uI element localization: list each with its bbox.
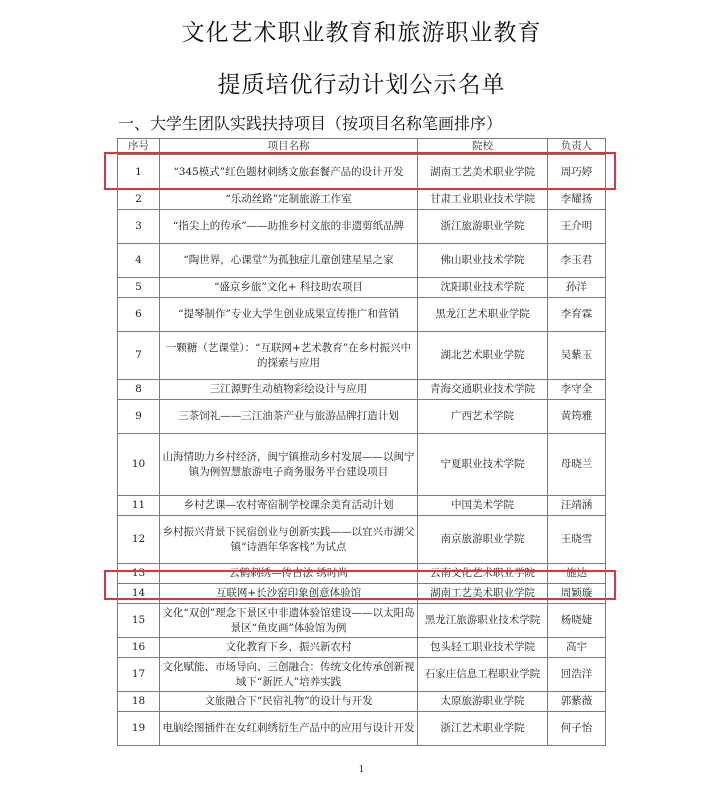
cell-leader: 郭紫薇 <box>548 692 606 712</box>
cell-school: 中国美术学院 <box>418 496 548 516</box>
cell-project-name: 文旅融合下“民宿礼物”的设计与开发 <box>160 692 418 712</box>
cell-project-name: 文化赋能、市场导向、三创融合：传统文化传承创新视域下“新匠人”培养实践 <box>160 658 418 692</box>
cell-leader: 王晓雪 <box>548 516 606 564</box>
cell-index: 16 <box>118 638 160 658</box>
cell-school: 佛山职业技术学院 <box>418 244 548 278</box>
cell-index: 19 <box>118 712 160 746</box>
column-header-index: 序号 <box>118 139 160 155</box>
cell-index: 2 <box>118 190 160 210</box>
cell-index: 12 <box>118 516 160 564</box>
cell-project-name: 文化“双创”理念下景区中非遗体验馆建设——以太阳岛景区“鱼皮画”体验馆为例 <box>160 604 418 638</box>
table-row <box>118 244 606 278</box>
table-row <box>118 210 606 244</box>
cell-index: 3 <box>118 210 160 244</box>
table-row <box>118 332 606 380</box>
cell-project-name: 乡村艺课—农村寄宿制学校课余美育活动计划 <box>160 496 418 516</box>
section-heading: 一、大学生团队实践扶持项目（按项目名称笔画排序） <box>118 114 503 133</box>
table-row <box>118 380 606 400</box>
cell-project-name: 山海情助力乡村经济，闽宁镇推动乡村发展——以闽宁镇为例智慧旅游电子商务服务平台建设项目 <box>160 434 418 496</box>
column-header-school: 院校 <box>418 139 548 155</box>
cell-leader: 李育霖 <box>548 298 606 332</box>
cell-project-name: “345模式”红色题材刺绣文旅套餐产品的设计开发 <box>160 155 418 190</box>
table-row <box>118 434 606 496</box>
cell-school: 太原旅游职业学院 <box>418 692 548 712</box>
cell-school: 云南文化艺术职业学院 <box>418 564 548 584</box>
table-row <box>118 692 606 712</box>
cell-leader: 吴紫玉 <box>548 332 606 380</box>
cell-school: 包头轻工职业技术学院 <box>418 638 548 658</box>
table-row <box>118 584 606 604</box>
column-header-project: 项目名称 <box>160 139 418 155</box>
cell-project-name: 云鹤刺绣—传古法 绣时尚 <box>160 564 418 584</box>
table-row <box>118 298 606 332</box>
cell-leader: 李玉君 <box>548 244 606 278</box>
cell-index: 10 <box>118 434 160 496</box>
cell-school: 湖南工艺美术职业学院 <box>418 155 548 190</box>
cell-index: 15 <box>118 604 160 638</box>
cell-school: 广西艺术学院 <box>418 400 548 434</box>
table-row <box>118 190 606 210</box>
cell-index: 9 <box>118 400 160 434</box>
cell-leader: 杨晓婕 <box>548 604 606 638</box>
cell-index: 13 <box>118 564 160 584</box>
cell-index: 18 <box>118 692 160 712</box>
table-row <box>118 400 606 434</box>
cell-school: 湖南工艺美术职业学院 <box>418 584 548 604</box>
table-row <box>118 496 606 516</box>
table-row <box>118 516 606 564</box>
cell-project-name: “乐动丝路”定制旅游工作室 <box>160 190 418 210</box>
table-row <box>118 155 606 190</box>
cell-index: 11 <box>118 496 160 516</box>
cell-school: 石家庄信息工程职业学院 <box>418 658 548 692</box>
cell-leader: 周颖璇 <box>548 584 606 604</box>
cell-project-name: 电脑绘图插件在女红刺绣衍生产品中的应用与设计开发 <box>160 712 418 746</box>
cell-project-name: 互联网+长沙窑印象创意体验馆 <box>160 584 418 604</box>
cell-project-name: 一颗糖（艺课堂）：“互联网+艺术教育”在乡村振兴中的探索与应用 <box>160 332 418 380</box>
table-row <box>118 564 606 584</box>
cell-project-name: 三江源野生动植物彩绘设计与应用 <box>160 380 418 400</box>
cell-leader: 孙洋 <box>548 278 606 298</box>
cell-index: 1 <box>118 155 160 190</box>
cell-leader: 周巧婷 <box>548 155 606 190</box>
cell-school: 青海交通职业技术学院 <box>418 380 548 400</box>
cell-leader: 黄筠雅 <box>548 400 606 434</box>
document-title: 文化艺术职业教育和旅游职业教育 <box>181 20 542 46</box>
table-row <box>118 638 606 658</box>
table-header-row <box>118 139 606 155</box>
table-row <box>118 604 606 638</box>
table-row <box>118 278 606 298</box>
cell-school: 黑龙江艺术职业学院 <box>418 298 548 332</box>
cell-index: 6 <box>118 298 160 332</box>
cell-index: 4 <box>118 244 160 278</box>
cell-leader: 回浩洋 <box>548 658 606 692</box>
table-body <box>118 155 606 746</box>
table-row <box>118 712 606 746</box>
cell-school: 南京旅游职业学院 <box>418 516 548 564</box>
cell-leader: 王介明 <box>548 210 606 244</box>
cell-index: 17 <box>118 658 160 692</box>
document-subtitle: 提质培优行动计划公示名单 <box>217 72 506 98</box>
cell-leader: 李守全 <box>548 380 606 400</box>
cell-leader: 李耀扬 <box>548 190 606 210</box>
cell-project-name: “指尖上的传承”——助推乡村文旅的非遗剪纸品牌 <box>160 210 418 244</box>
cell-school: 宁夏职业技术学院 <box>418 434 548 496</box>
cell-index: 5 <box>118 278 160 298</box>
cell-school: 浙江艺术职业学院 <box>418 712 548 746</box>
cell-school: 湖北艺术职业学院 <box>418 332 548 380</box>
cell-leader: 汪靖涵 <box>548 496 606 516</box>
table-row <box>118 658 606 692</box>
cell-school: 甘肃工业职业技术学院 <box>418 190 548 210</box>
cell-project-name: 三茶饲礼——三江油茶产业与旅游品牌打造计划 <box>160 400 418 434</box>
cell-project-name: “盛京乡旅”文化+ 科技助农项目 <box>160 278 418 298</box>
cell-leader: 何子怡 <box>548 712 606 746</box>
page-number: 1 <box>358 765 365 775</box>
cell-project-name: “陶世界，心课堂”为孤独症儿童创建星星之家 <box>160 244 418 278</box>
cell-leader: 高宇 <box>548 638 606 658</box>
cell-school: 黑龙江旅游职业技术学院 <box>418 604 548 638</box>
project-table <box>117 138 606 746</box>
cell-school: 沈阳职业技术学院 <box>418 278 548 298</box>
cell-school: 浙江旅游职业学院 <box>418 210 548 244</box>
cell-index: 8 <box>118 380 160 400</box>
cell-index: 14 <box>118 584 160 604</box>
cell-project-name: “提琴制作”专业大学生创业成果宣传推广和营销 <box>160 298 418 332</box>
cell-leader: 母晓兰 <box>548 434 606 496</box>
cell-leader: 施达 <box>548 564 606 584</box>
column-header-leader: 负责人 <box>548 139 606 155</box>
cell-project-name: 乡村振兴背景下民宿创业与创新实践——以宜兴市湖父镇“诗酒年华客栈”为试点 <box>160 516 418 564</box>
cell-project-name: 文化教育下乡，振兴新农村 <box>160 638 418 658</box>
cell-index: 7 <box>118 332 160 380</box>
